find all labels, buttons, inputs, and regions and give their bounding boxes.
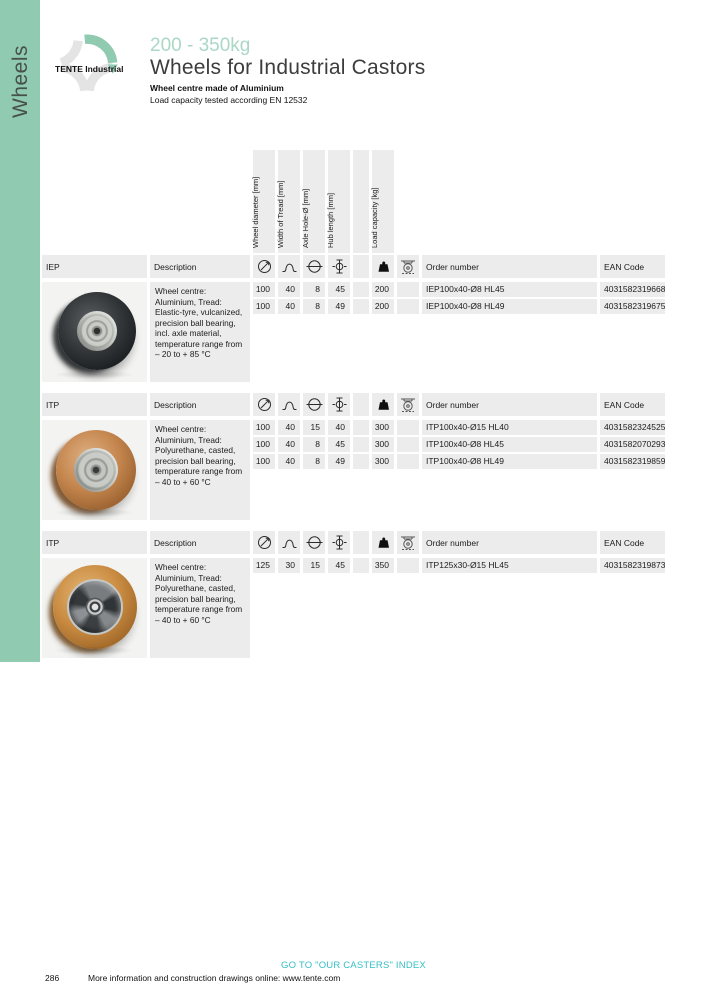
product-description: Wheel centre: Aluminium, Tread: Elastic-tyre, vulcanized, precision ball bearing, incl. axle material, temperature range from – 20 to + 85 °C [150, 282, 250, 382]
wheel-diameter-value: 100 [253, 437, 275, 452]
ean-code-value: 4031582324525 [600, 420, 665, 435]
load-capacity-value: 350 [372, 558, 394, 573]
load-capacity-value: 200 [372, 299, 394, 314]
wheel-diameter-icon [253, 255, 275, 278]
hub-length-value: 45 [328, 437, 350, 452]
tread-width-value: 40 [278, 299, 300, 314]
hub-length-icon [328, 393, 350, 416]
col-tread-width [278, 150, 300, 253]
brand-name: TENTE Industrial [55, 64, 124, 74]
tread-width-icon [278, 531, 300, 554]
castor-icon [397, 531, 419, 554]
section-header-row [42, 531, 665, 554]
wheel-diameter-icon [253, 393, 275, 416]
spacer-cell [397, 558, 419, 573]
order-number-value: ITP100x40-Ø8 HL45 [422, 437, 597, 452]
description-header: Description [150, 255, 250, 278]
tente-logo [53, 33, 165, 101]
col-label: Wheel diameter [mm] [251, 176, 260, 248]
axle-hole-icon [303, 531, 325, 554]
spacer-cell [397, 454, 419, 469]
ean-code-value: 4031582070293 [600, 437, 665, 452]
chapter-label: Wheels [9, 44, 32, 118]
load-capacity-icon [372, 255, 394, 278]
order-number-value: IEP100x40-Ø8 HL45 [422, 282, 597, 297]
col-label: Width of Tread [mm] [276, 180, 285, 248]
col-label: Load capacity [kg] [370, 187, 379, 248]
tread-width-value: 40 [278, 420, 300, 435]
spacer-cell [353, 282, 369, 297]
description-header: Description [150, 393, 250, 416]
axle-hole-value: 15 [303, 558, 325, 573]
wheel-photo [42, 282, 147, 382]
product-section [42, 531, 665, 658]
axle-hole-value: 8 [303, 454, 325, 469]
col-spacer [353, 150, 369, 253]
page-number: 286 [45, 973, 60, 983]
product-description: Wheel centre: Aluminium, Tread: Polyurethane, casted, precision ball bearing, temperature range from – 40 to + 60 °C [150, 558, 250, 658]
section-body [42, 282, 665, 382]
order-number-value: ITP125x30-Ø15 HL45 [422, 558, 597, 573]
spacer-cell [353, 531, 369, 554]
hub-length-value: 49 [328, 299, 350, 314]
tread-width-icon [278, 393, 300, 416]
col-load-capacity [372, 150, 394, 253]
ean-code-header: EAN Code [600, 531, 665, 554]
load-capacity-value: 200 [372, 282, 394, 297]
col-axle-hole [303, 150, 325, 253]
spacer-cell [397, 282, 419, 297]
product-section [42, 255, 665, 382]
spacer-cell [353, 255, 369, 278]
wheel-diameter-value: 100 [253, 454, 275, 469]
axle-hole-value: 8 [303, 299, 325, 314]
order-number-header: Order number [422, 393, 597, 416]
wheel-hub [77, 311, 117, 351]
ean-code-header: EAN Code [600, 393, 665, 416]
spacer-cell [353, 437, 369, 452]
hub-length-icon [328, 531, 350, 554]
wheel-diameter-value: 125 [253, 558, 275, 573]
order-number-value: ITP100x40-Ø8 HL49 [422, 454, 597, 469]
column-header-strip [42, 150, 665, 253]
section-code: ITP [42, 393, 147, 416]
col-label: Hub length [mm] [326, 192, 335, 248]
wheel-hub [74, 448, 118, 492]
castor-icon [397, 393, 419, 416]
wheel-diameter-value: 100 [253, 420, 275, 435]
spacer-cell [353, 393, 369, 416]
hub-length-value: 45 [328, 558, 350, 573]
col-hub-length [328, 150, 350, 253]
subtitle-material: Wheel centre made of Aluminium [150, 83, 284, 93]
hub-length-value: 49 [328, 454, 350, 469]
tread-width-icon [278, 255, 300, 278]
hub-length-value: 40 [328, 420, 350, 435]
product-description: Wheel centre: Aluminium, Tread: Polyurethane, casted, precision ball bearing, temperature range from – 40 to + 60 °C [150, 420, 250, 520]
axle-hole-value: 8 [303, 282, 325, 297]
load-capacity-value: 300 [372, 454, 394, 469]
wheel-photo [42, 558, 147, 658]
spacer-cell [397, 299, 419, 314]
capacity-range: 200 - 350kg [150, 35, 251, 56]
load-capacity-icon [372, 393, 394, 416]
spacer-cell [353, 454, 369, 469]
axle-hole-value: 8 [303, 437, 325, 452]
product-section [42, 393, 665, 520]
load-capacity-value: 300 [372, 437, 394, 452]
page-headings [150, 35, 425, 105]
section-header-row [42, 255, 665, 278]
ean-code-value: 4031582319873 [600, 558, 665, 573]
chapter-sideband [0, 0, 40, 662]
ean-code-value: 4031582319675 [600, 299, 665, 314]
section-code: ITP [42, 531, 147, 554]
section-body [42, 420, 665, 520]
hub-length-icon [328, 255, 350, 278]
wheel-diameter-value: 100 [253, 299, 275, 314]
castor-icon [397, 255, 419, 278]
wheel-diameter-value: 100 [253, 282, 275, 297]
tread-width-value: 40 [278, 437, 300, 452]
spacer-cell [353, 299, 369, 314]
spacer-cell [353, 420, 369, 435]
wheel-photo [42, 420, 147, 520]
axle-hole-value: 15 [303, 420, 325, 435]
wheel-diameter-icon [253, 531, 275, 554]
section-code: IEP [42, 255, 147, 278]
col-label: Axle Hole-Ø [mm] [301, 188, 310, 248]
load-capacity-icon [372, 531, 394, 554]
hub-length-value: 45 [328, 282, 350, 297]
spacer-cell [397, 420, 419, 435]
tread-width-value: 40 [278, 454, 300, 469]
axle-hole-icon [303, 255, 325, 278]
casters-index-link[interactable]: GO TO "OUR CASTERS" INDEX [281, 960, 426, 971]
ean-code-header: EAN Code [600, 255, 665, 278]
description-header: Description [150, 531, 250, 554]
product-table [42, 150, 665, 658]
spacer-cell [353, 558, 369, 573]
section-header-row [42, 393, 665, 416]
wheel-hub [67, 579, 123, 635]
order-number-value: IEP100x40-Ø8 HL49 [422, 299, 597, 314]
col-wheel-diameter [253, 150, 275, 253]
load-capacity-value: 300 [372, 420, 394, 435]
page-title: Wheels for Industrial Castors [150, 56, 426, 79]
tread-width-value: 30 [278, 558, 300, 573]
spacer-cell [397, 437, 419, 452]
tread-width-value: 40 [278, 282, 300, 297]
order-number-header: Order number [422, 531, 597, 554]
section-body [42, 558, 665, 658]
order-number-header: Order number [422, 255, 597, 278]
subtitle-standard: Load capacity tested according EN 12532 [150, 95, 308, 105]
footer-info: More information and construction drawings online: www.tente.com [88, 973, 341, 983]
ean-code-value: 4031582319859 [600, 454, 665, 469]
axle-hole-icon [303, 393, 325, 416]
ean-code-value: 4031582319668 [600, 282, 665, 297]
sections [42, 255, 665, 658]
order-number-value: ITP100x40-Ø15 HL40 [422, 420, 597, 435]
